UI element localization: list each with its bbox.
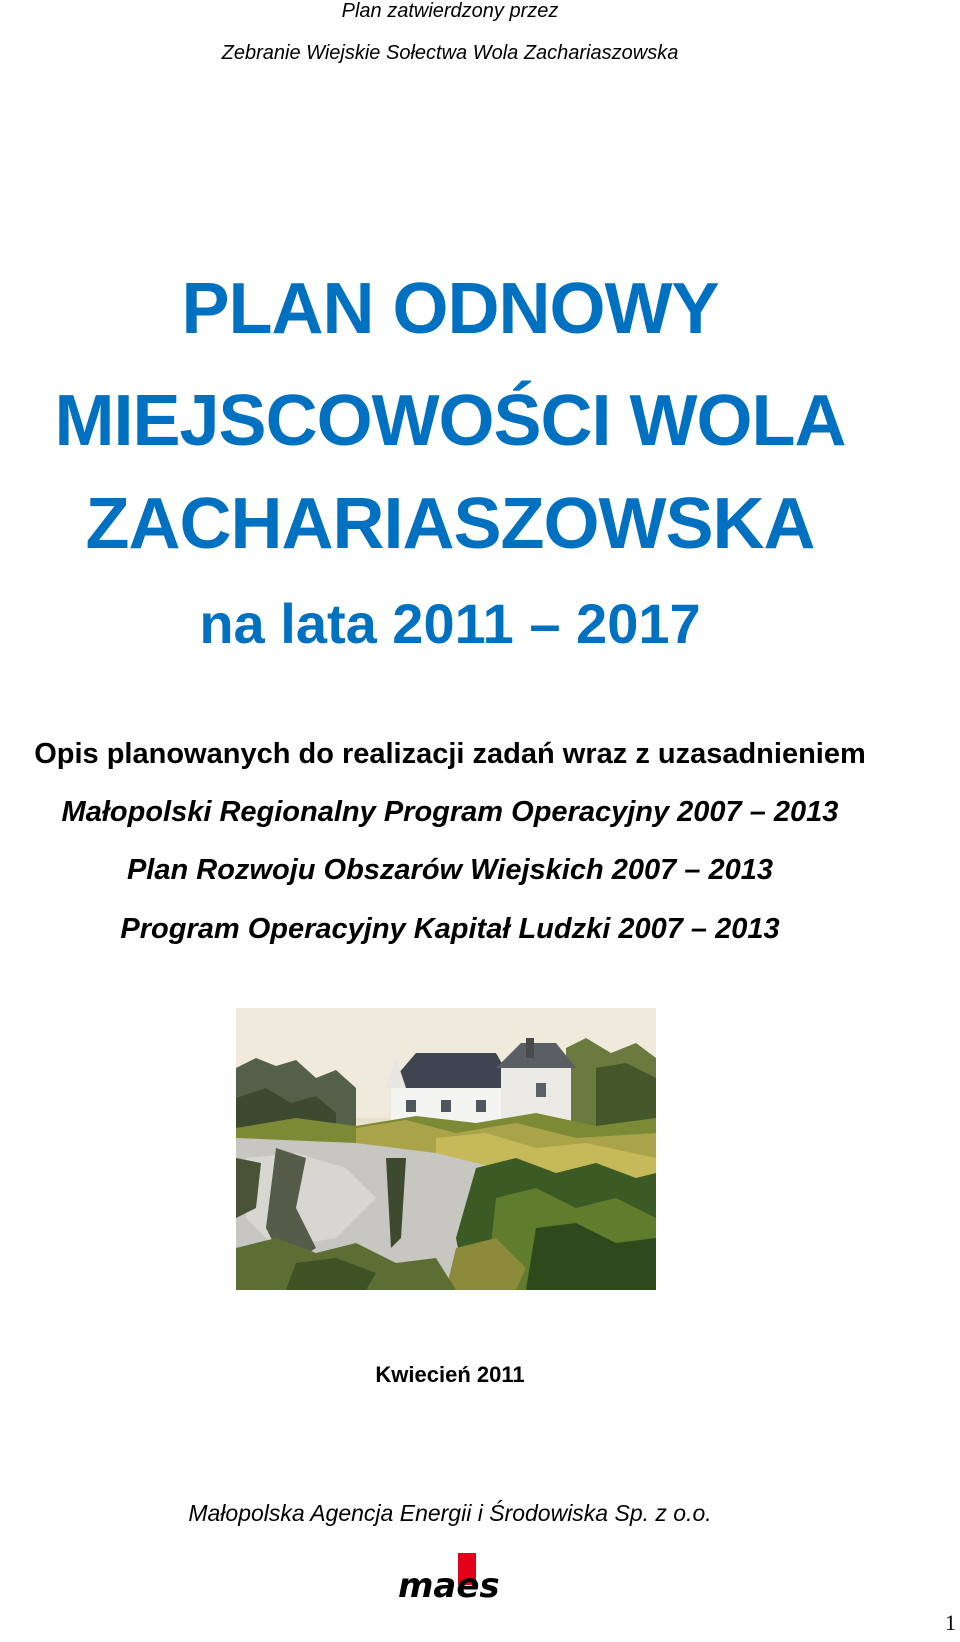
program-2: Plan Rozwoju Obszarów Wiejskich 2007 – 2013 xyxy=(126,854,774,886)
approval-line-1: Plan zatwierdzony przez xyxy=(341,0,559,22)
title-years: na lata 2011 – 2017 xyxy=(199,592,701,655)
page-number: 1 xyxy=(945,1610,956,1635)
description: Opis planowanych do realizacji zadań wraz z uzasadnieniem xyxy=(34,738,866,770)
title-line-3: ZACHARIASZOWSKA xyxy=(85,484,815,564)
program-1: Małopolski Regionalny Program Operacyjny 2007 – 2013 xyxy=(61,796,839,828)
program-3: Program Operacyjny Kapitał Ludzki 2007 – 2013 xyxy=(120,913,780,945)
maes-logo xyxy=(396,1551,506,1611)
title-line-1: PLAN ODNOWY xyxy=(181,269,719,349)
title-line-2: MIEJSCOWOŚCI WOLA xyxy=(54,381,846,461)
svg-text:maes: maes xyxy=(398,1566,500,1606)
agency-name: Małopolska Agencja Energii i Środowiska Sp. z o.o. xyxy=(188,1500,712,1526)
village-photo xyxy=(236,1008,656,1290)
approval-line-2: Zebranie Wiejskie Sołectwa Wola Zachariaszowska xyxy=(221,42,679,64)
date: Kwiecień 2011 xyxy=(375,1362,525,1387)
